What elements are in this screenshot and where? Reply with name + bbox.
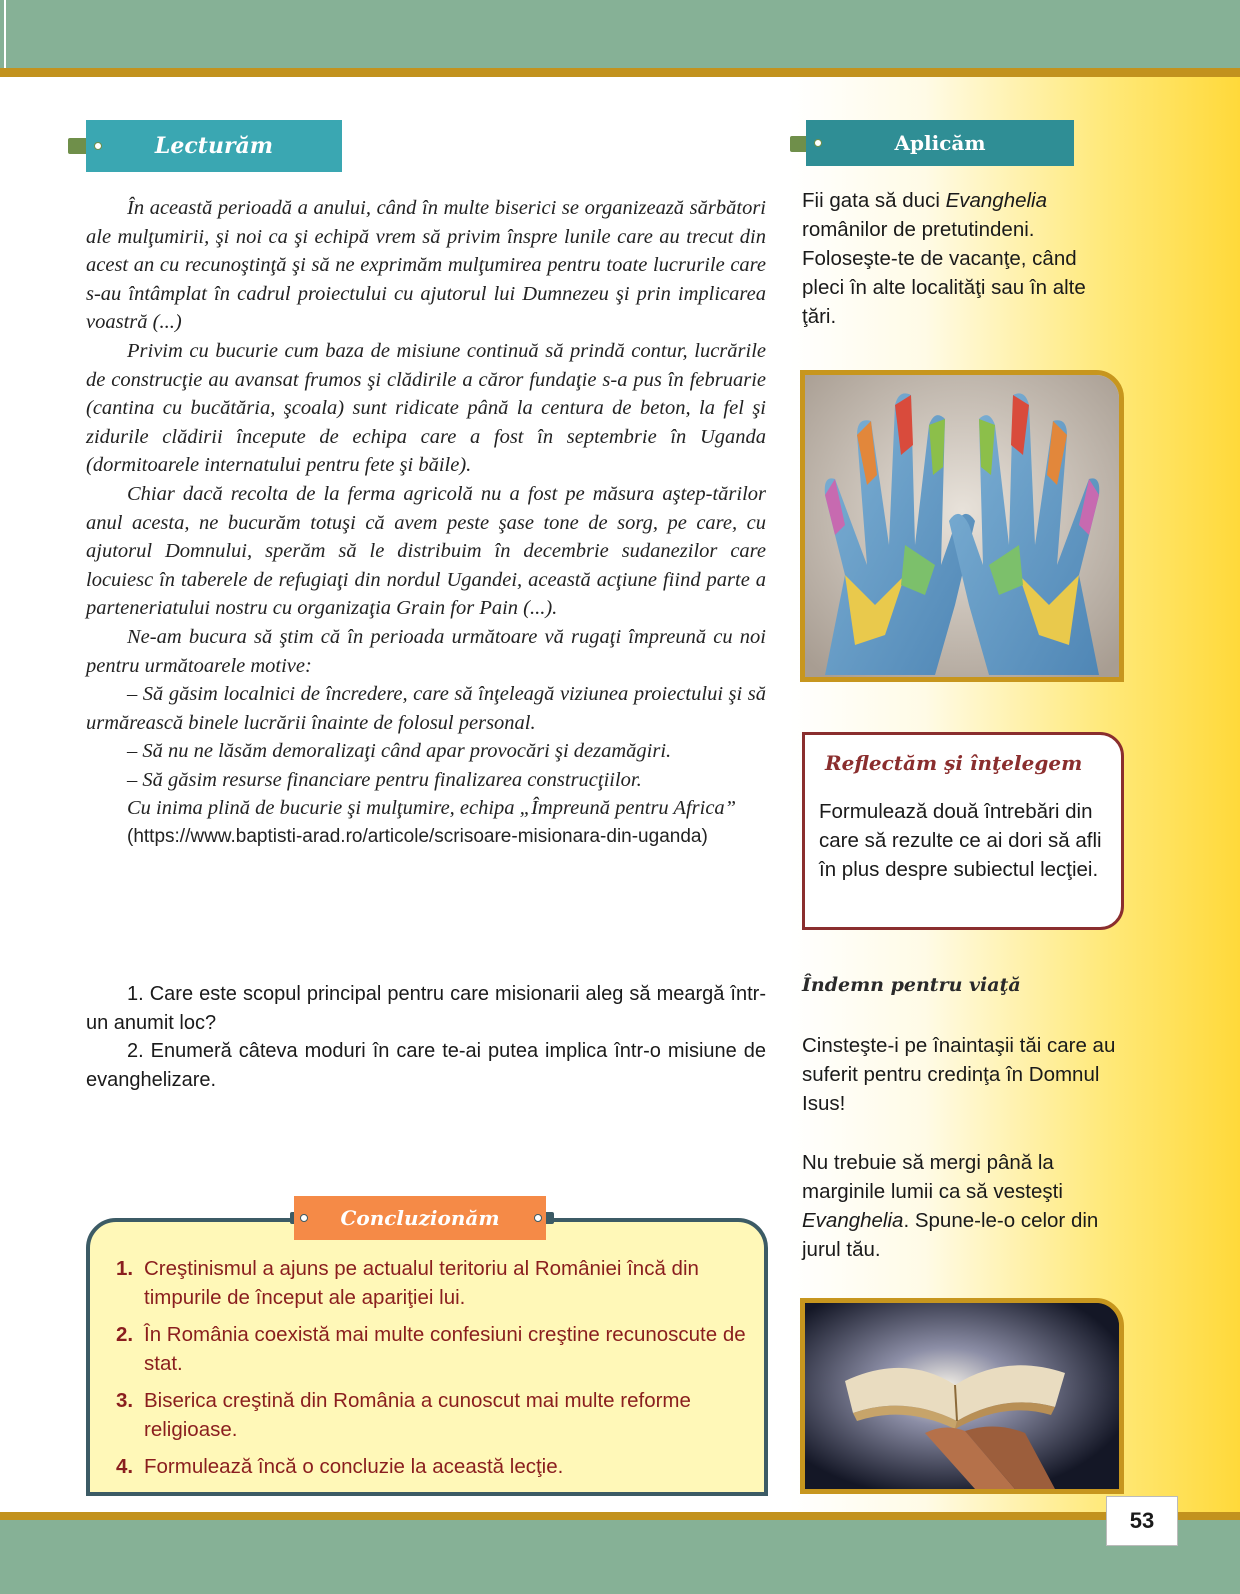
conclusion-item-1 xyxy=(116,1254,748,1312)
indemn-p2-start: Nu trebuie să mergi până la marginile lumii ca să vesteşti xyxy=(802,1151,1063,1203)
open-book-image xyxy=(800,1298,1124,1494)
reading-paragraph-1: În această perioadă a anului, când în multe biserici se organizează sărbători ale mulţumirii, şi noi ca şi echipă vrem să privim înspre lunile care au trecut din acest an cu recunoştinţă şi să ne exprimăm mulţumirea pentru toate lucrurile care s-au întâmplat în cadrul proiectului cu ajutorul lui Dumnezeu şi prin implicarea voastră (...) xyxy=(86,197,766,334)
top-rule xyxy=(0,68,1240,77)
conclusion-item-3 xyxy=(116,1386,748,1444)
reading-bullet-2: – Să nu ne lăsăm demoralizaţi când apar provocări şi dezamăgiri. xyxy=(127,740,672,763)
aplicam-title: Aplicăm xyxy=(894,131,986,155)
reading-paragraph-3: Chiar dacă recolta de la ferma agricolă nu a fost pe măsura aştep-tărilor anul acesta, ne bucurăm totuşi că avem peste şase tone de sorg, pe care, cu ajutorul Domnului, sperăm să le distribuim în decembrie sudanezilor care locuiesc în taberele de refugiaţi din nordul Ugandei, această acţiune fiind parte a parteneriatului nostru cu organizaţia Grain for Pain (...). xyxy=(86,482,766,620)
conclusion-item-2 xyxy=(116,1320,748,1378)
hands-illustration xyxy=(805,375,1119,677)
question-1: 1. Care este scopul principal pentru care misionarii aleg să meargă într-un anumit loc? xyxy=(86,983,766,1034)
reading-paragraph-4: Ne-am bucura să ştim că în perioada următoare vă rugaţi împreună cu noi pentru următoarele motive: xyxy=(86,625,766,677)
lecturam-tab-dot xyxy=(94,142,102,150)
top-band xyxy=(0,0,1240,68)
bottom-band xyxy=(0,1520,1240,1594)
top-edge-line xyxy=(4,0,6,68)
concluzionam-left-dot xyxy=(300,1214,308,1222)
conclusion-text: Formulează încă o concluzie la această lecţie. xyxy=(144,1455,564,1478)
conclusion-number: 1. xyxy=(116,1257,134,1280)
concluzionam-right-dot xyxy=(534,1214,542,1222)
aplicam-text-end: românilor de pretutindeni. Foloseşte-te de vacanţe, când pleci în alte localităţi sau în alte ţări. xyxy=(802,218,1086,328)
aplicam-text-italic: Evanghelia xyxy=(945,189,1048,212)
conclusion-text: Biserica creştină din România a cunoscut mai multe reforme religioase. xyxy=(144,1389,691,1441)
lecturam-header xyxy=(86,120,342,172)
bottom-rule xyxy=(0,1512,1240,1520)
conclusion-item-4 xyxy=(116,1452,748,1481)
reading-text xyxy=(86,194,766,852)
conclusion-text: Creştinismul a ajuns pe actualul teritoriu al României încă din timpurile de început ale apariţiei lui. xyxy=(144,1257,699,1309)
indemn-paragraph-1: Cinsteşte-i pe înaintaşii tăi care au suferit pentru credinţa în Domnul Isus! xyxy=(802,1034,1116,1115)
conclusion-number: 4. xyxy=(116,1455,134,1478)
reflectam-text: Formulează două întrebări din care să rezulte ce ai dori să afli în plus despre subiectul lecţiei. xyxy=(819,800,1102,881)
conclusion-text: În România coexistă mai multe confesiuni creştine recunoscute de stat. xyxy=(144,1323,746,1375)
reflectam-box xyxy=(802,732,1124,930)
aplicam-tab-dot xyxy=(814,139,822,147)
lecturam-title: Lecturăm xyxy=(154,133,274,159)
indemn-paragraph-2 xyxy=(802,1148,1132,1264)
reading-questions xyxy=(86,980,766,1094)
conclusion-number: 2. xyxy=(116,1323,134,1346)
book-illustration xyxy=(805,1303,1119,1489)
reading-bullet-3: – Să găsim resurse financiare pentru finalizarea construcţiilor. xyxy=(127,768,642,791)
conclusion-number: 3. xyxy=(116,1389,134,1412)
aplicam-text-start: Fii gata să duci xyxy=(802,189,946,212)
world-map-hands-image xyxy=(800,370,1124,682)
reading-bullet-1: – Să găsim localnici de încredere, care să înţeleagă viziunea proiectului şi să urmărească binele lucrării înainte de folosul personal. xyxy=(86,683,766,734)
concluzionam-header xyxy=(294,1196,546,1240)
concluzionam-title: Concluzionăm xyxy=(340,1206,500,1230)
page-number: 53 xyxy=(1106,1496,1178,1546)
indemn-p2-end: . Spune-le-o celor din jurul tău. xyxy=(802,1209,1099,1261)
conclusion-list xyxy=(116,1254,748,1489)
question-2: 2. Enumeră câteva moduri în care te-ai putea implica într-o misiune de evanghelizare. xyxy=(86,1040,766,1091)
aplicam-text xyxy=(802,186,1122,331)
reading-source-link[interactable]: (https://www.baptisti-arad.ro/articole/scrisoare-misionara-din-uganda) xyxy=(127,826,708,848)
reading-closing: Cu inima plină de bucurie şi mulţumire, echipa „Împreună pentru Africa” xyxy=(127,797,737,820)
indemn-title: Îndemn pentru viaţă xyxy=(802,974,1021,996)
aplicam-header xyxy=(806,120,1074,166)
reflectam-title: Reflectăm şi înţelegem xyxy=(825,751,1083,775)
indemn-p2-italic: Evanghelia xyxy=(802,1209,904,1232)
reading-paragraph-2: Privim cu bucurie cum baza de misiune continuă să prindă contur, lucrările de construcţie au avansat frumos şi clădirile a căror fundaţie s-a pus în februarie (cantina cu bucătăria, şcoala) sunt ridicate până la centura de beton, la fel şi zidurile clădirii începute de echipa care a fost în septembrie în Uganda (dormitoarele internatului pentru fete şi băile). xyxy=(86,339,766,477)
